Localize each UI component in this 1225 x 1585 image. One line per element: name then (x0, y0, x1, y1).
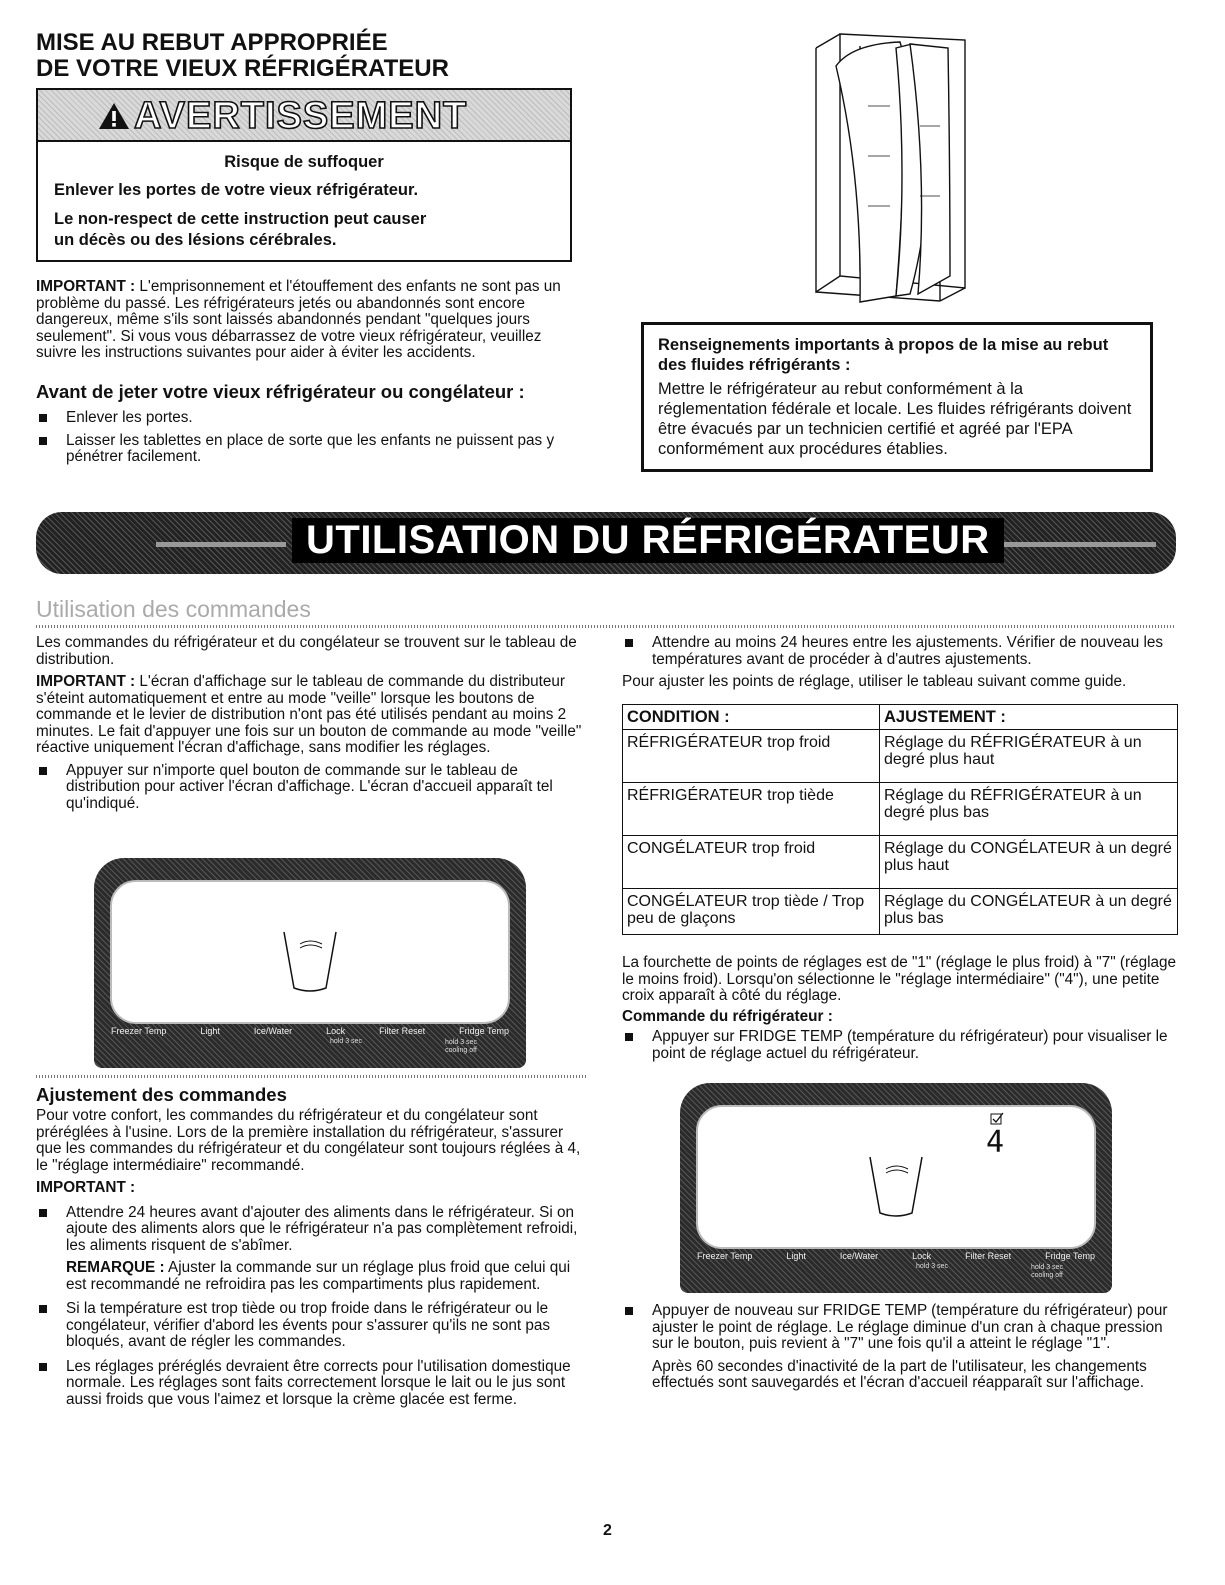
list-item: Appuyer sur FRIDGE TEMP (température du réfrigérateur) pour visualiser le point de réglage actuel du réfrigérateur. (622, 1029, 1177, 1062)
adjust-right-bottom (622, 1303, 1177, 1392)
list-item: Si la température est trop tiède ou trop froide dans le réfrigérateur ou le congélateur, vérifier d'abord les évents pour s'assurer qu'ils ne sont pas bloqués, avant de régler les commandes. (36, 1301, 588, 1351)
table-header-condition: CONDITION : (623, 705, 880, 730)
adjust-text (36, 1108, 588, 1408)
filter-reset-button[interactable]: Filter Reset (965, 1251, 1012, 1261)
range-text: La fourchette de points de réglages est de "1" (réglage le plus froid) à "7" (réglage le moins froid). Lorsqu'on sélectionne le "réglage intermédiaire" ("4"), une petite croix apparaît à côté du réglage. (622, 954, 1177, 1004)
table-header-row (623, 705, 1178, 730)
cooling-off-label: cooling off (1031, 1272, 1063, 1279)
table-cell: RÉFRIGÉRATEUR trop tiède (623, 783, 880, 836)
controls-section-title: Utilisation des commandes (36, 596, 311, 622)
adjust-remark (36, 1260, 588, 1293)
table-intro: Pour ajuster les points de réglage, utiliser le tableau suivant comme guide. (622, 673, 1127, 690)
light-button[interactable]: Light (200, 1026, 220, 1036)
freezer-temp-button[interactable]: Freezer Temp (697, 1251, 753, 1261)
setpoint-display: 4 (986, 1125, 1005, 1160)
water-glass-icon (278, 926, 342, 996)
adjust-right-top (622, 635, 1177, 691)
ice-water-button[interactable]: Ice/Water (253, 1026, 293, 1036)
section-divider (36, 625, 1176, 628)
cooling-off-hint (434, 1039, 488, 1055)
table-cell: CONGÉLATEUR trop tiède / Trop peu de glaçons (623, 889, 880, 935)
list-item: Enlever les portes. (36, 410, 586, 427)
controls-important-text: L'écran d'affichage sur le tableau de commande du distributeur s'éteint automatiquement et entre au mode "veille" lorsque les boutons de commande et le levier de distribution n'ont pas été utilisés pendant au moins 2 minutes. Le fait d'appuyer une fois sur un bouton de commande au mode "veille" réactive uniquement l'écran d'affichage, sans modifier les réglages. (36, 673, 582, 756)
warning-line2b: un décès ou des lésions cérébrales. (54, 231, 337, 249)
before-discard-heading: Avant de jeter votre vieux réfrigérateur ou congélateur : (36, 381, 525, 402)
freezer-temp-button[interactable]: Freezer Temp (111, 1026, 167, 1036)
disposal-important-label: IMPORTANT : (36, 278, 136, 295)
table-cell: RÉFRIGÉRATEUR trop froid (623, 730, 880, 783)
banner-stripe-left (156, 542, 286, 547)
left-divider (36, 1075, 588, 1078)
filter-reset-button[interactable]: Filter Reset (379, 1026, 426, 1036)
warning-header-text: AVERTISSEMENT (134, 95, 468, 137)
controls-important (36, 674, 586, 757)
warning-triangle-icon (98, 102, 130, 130)
banner-title: UTILISATION DU RÉFRIGÉRATEUR (292, 518, 1004, 563)
panel-buttons (680, 1251, 1112, 1261)
table-cell: Réglage du RÉFRIGÉRATEUR à un degré plus bas (880, 783, 1178, 836)
cooling-off-hint (1020, 1264, 1074, 1280)
list-item: Attendre au moins 24 heures entre les ajustements. Vérifier de nouveau les températures avant de procéder à d'autres ajustements. (622, 635, 1177, 668)
cooling-off-label: cooling off (445, 1047, 477, 1054)
panel-buttons (94, 1026, 526, 1036)
list-item: Attendre 24 heures avant d'ajouter des aliments dans le réfrigérateur. Si on ajoute des aliments alors que le réfrigérateur n'a pas complètement refroidi, les aliments risquent de s'abîmer. (36, 1205, 588, 1255)
remark-label: REMARQUE : (66, 1259, 165, 1276)
lock-hold-hint: hold 3 sec (916, 1263, 948, 1270)
table-cell: Réglage du RÉFRIGÉRATEUR à un degré plus haut (880, 730, 1178, 783)
warning-line2a: Le non-respect de cette instruction peut causer (54, 210, 427, 228)
list-item: Les réglages préréglés devraient être corrects pour l'utilisation domestique normale. Les réglages sont faits correctement lorsque le lait ou le jus sont aussi froids que vous l'aimez et lorsque la crème glacée est ferme. (36, 1359, 588, 1409)
cooling-off-hold: hold 3 sec (445, 1039, 477, 1046)
remark-text: Ajuster la commande sur un réglage plus froid que celui qui est recommandé ne refroidira pas les compartiments plus rapidement. (66, 1259, 571, 1293)
fridge-control-heading: Commande du réfrigérateur : (622, 1007, 833, 1025)
fridge-temp-button[interactable]: Fridge Temp (1045, 1251, 1095, 1261)
adjust-intro: Pour votre confort, les commandes du réfrigérateur et du congélateur sont préréglées à l'usine. Lors de la première installation du réfrigérateur, s'assurer que les commandes du réfrigérateur et du congélateur sont toujours réglées à 4, le "réglage intermédiaire" recommandé. (36, 1107, 581, 1174)
light-button[interactable]: Light (786, 1251, 806, 1261)
table-row (623, 889, 1178, 935)
controls-left-text (36, 635, 586, 812)
disposal-title-line1: MISE AU REBUT APPROPRIÉE (36, 29, 388, 56)
cooling-off-hold: hold 3 sec (1031, 1264, 1063, 1271)
refrigerant-info-title: Renseignements importants à propos de la mise au rebut des fluides réfrigérants : (658, 336, 1109, 374)
adjustment-table (622, 704, 1178, 935)
disposal-title-line2: DE VOTRE VIEUX RÉFRIGÉRATEUR (36, 55, 449, 82)
section-banner (36, 512, 1176, 574)
adjust-right-middle (622, 955, 1177, 1062)
table-cell: Réglage du CONGÉLATEUR à un degré plus bas (880, 889, 1178, 935)
dispenser-panel-home (94, 858, 526, 1068)
table-cell: CONGÉLATEUR trop froid (623, 836, 880, 889)
table-row (623, 836, 1178, 889)
lock-button[interactable]: Lock (326, 1026, 346, 1036)
warning-line1: Enlever les portes de votre vieux réfrigérateur. (54, 181, 419, 199)
lock-button[interactable]: Lock (912, 1251, 932, 1261)
warning-subtitle: Risque de suffoquer (224, 153, 384, 171)
lock-hold-hint: hold 3 sec (330, 1038, 362, 1045)
warning-body (38, 142, 570, 251)
controls-intro: Les commandes du réfrigérateur et du congélateur se trouvent sur le tableau de distribution. (36, 634, 577, 668)
list-item: Appuyer sur n'importe quel bouton de commande sur le tableau de distribution pour activer l'écran d'affichage. L'écran d'accueil apparaît tel qu'indiqué. (36, 763, 586, 813)
disposal-important (36, 279, 586, 362)
disposal-title (36, 30, 449, 82)
adjust-important-label: IMPORTANT : (36, 1179, 136, 1196)
refrigerant-info-box (641, 322, 1153, 472)
refrigerant-info-text: Mettre le réfrigérateur au rebut conformément à la réglementation fédérale et locale. Les fluides réfrigérants doivent être évacués par un technicien certifié et agréé par l'EPA conformément aux procédures établies. (658, 380, 1132, 458)
list-item: Laisser les tablettes en place de sorte que les enfants ne puissent pas y pénétrer facilement. (36, 433, 586, 466)
checkmark-icon (990, 1112, 1004, 1126)
dispenser-panel-setpoint (680, 1083, 1112, 1293)
disposal-important-text: L'emprisonnement et l'étouffement des enfants ne sont pas un problème du passé. Les réfrigérateurs jetés ou abandonnés sont encore dangereux, même s'ils sont laissés abandonnés pendant "quelques jours seulement". Si vous vous débarrassez de votre vieux réfrigérateur, veuillez suivre les instructions suivantes pour aider à éviter les accidents. (36, 278, 561, 361)
adjust-heading: Ajustement des commandes (36, 1084, 287, 1105)
refrigerator-doors-removed-illustration (800, 26, 980, 304)
warning-box (36, 88, 572, 262)
table-row (623, 783, 1178, 836)
after-60-seconds: Après 60 secondes d'inactivité de la part de l'utilisateur, les changements effectués sont sauvegardés et l'écran d'accueil réapparaît sur l'affichage. (652, 1357, 1147, 1391)
panel-display (110, 880, 510, 1024)
water-glass-icon (864, 1151, 928, 1221)
table-cell: Réglage du CONGÉLATEUR à un degré plus haut (880, 836, 1178, 889)
list-item: Appuyer de nouveau sur FRIDGE TEMP (température du réfrigérateur) pour ajuster le point de réglage. Le réglage diminue d'un cran à chaque pression sur le bouton, puis revient à "7" une fois qu'il a atteint le réglage "1". (622, 1303, 1177, 1353)
panel-display (696, 1105, 1096, 1249)
controls-important-label: IMPORTANT : (36, 673, 136, 690)
table-header-adjustment: AJUSTEMENT : (880, 705, 1178, 730)
page-number: 2 (603, 1522, 612, 1539)
warning-header (38, 90, 570, 142)
ice-water-button[interactable]: Ice/Water (839, 1251, 879, 1261)
table-row (623, 730, 1178, 783)
fridge-temp-button[interactable]: Fridge Temp (459, 1026, 509, 1036)
before-discard-list (36, 410, 586, 466)
